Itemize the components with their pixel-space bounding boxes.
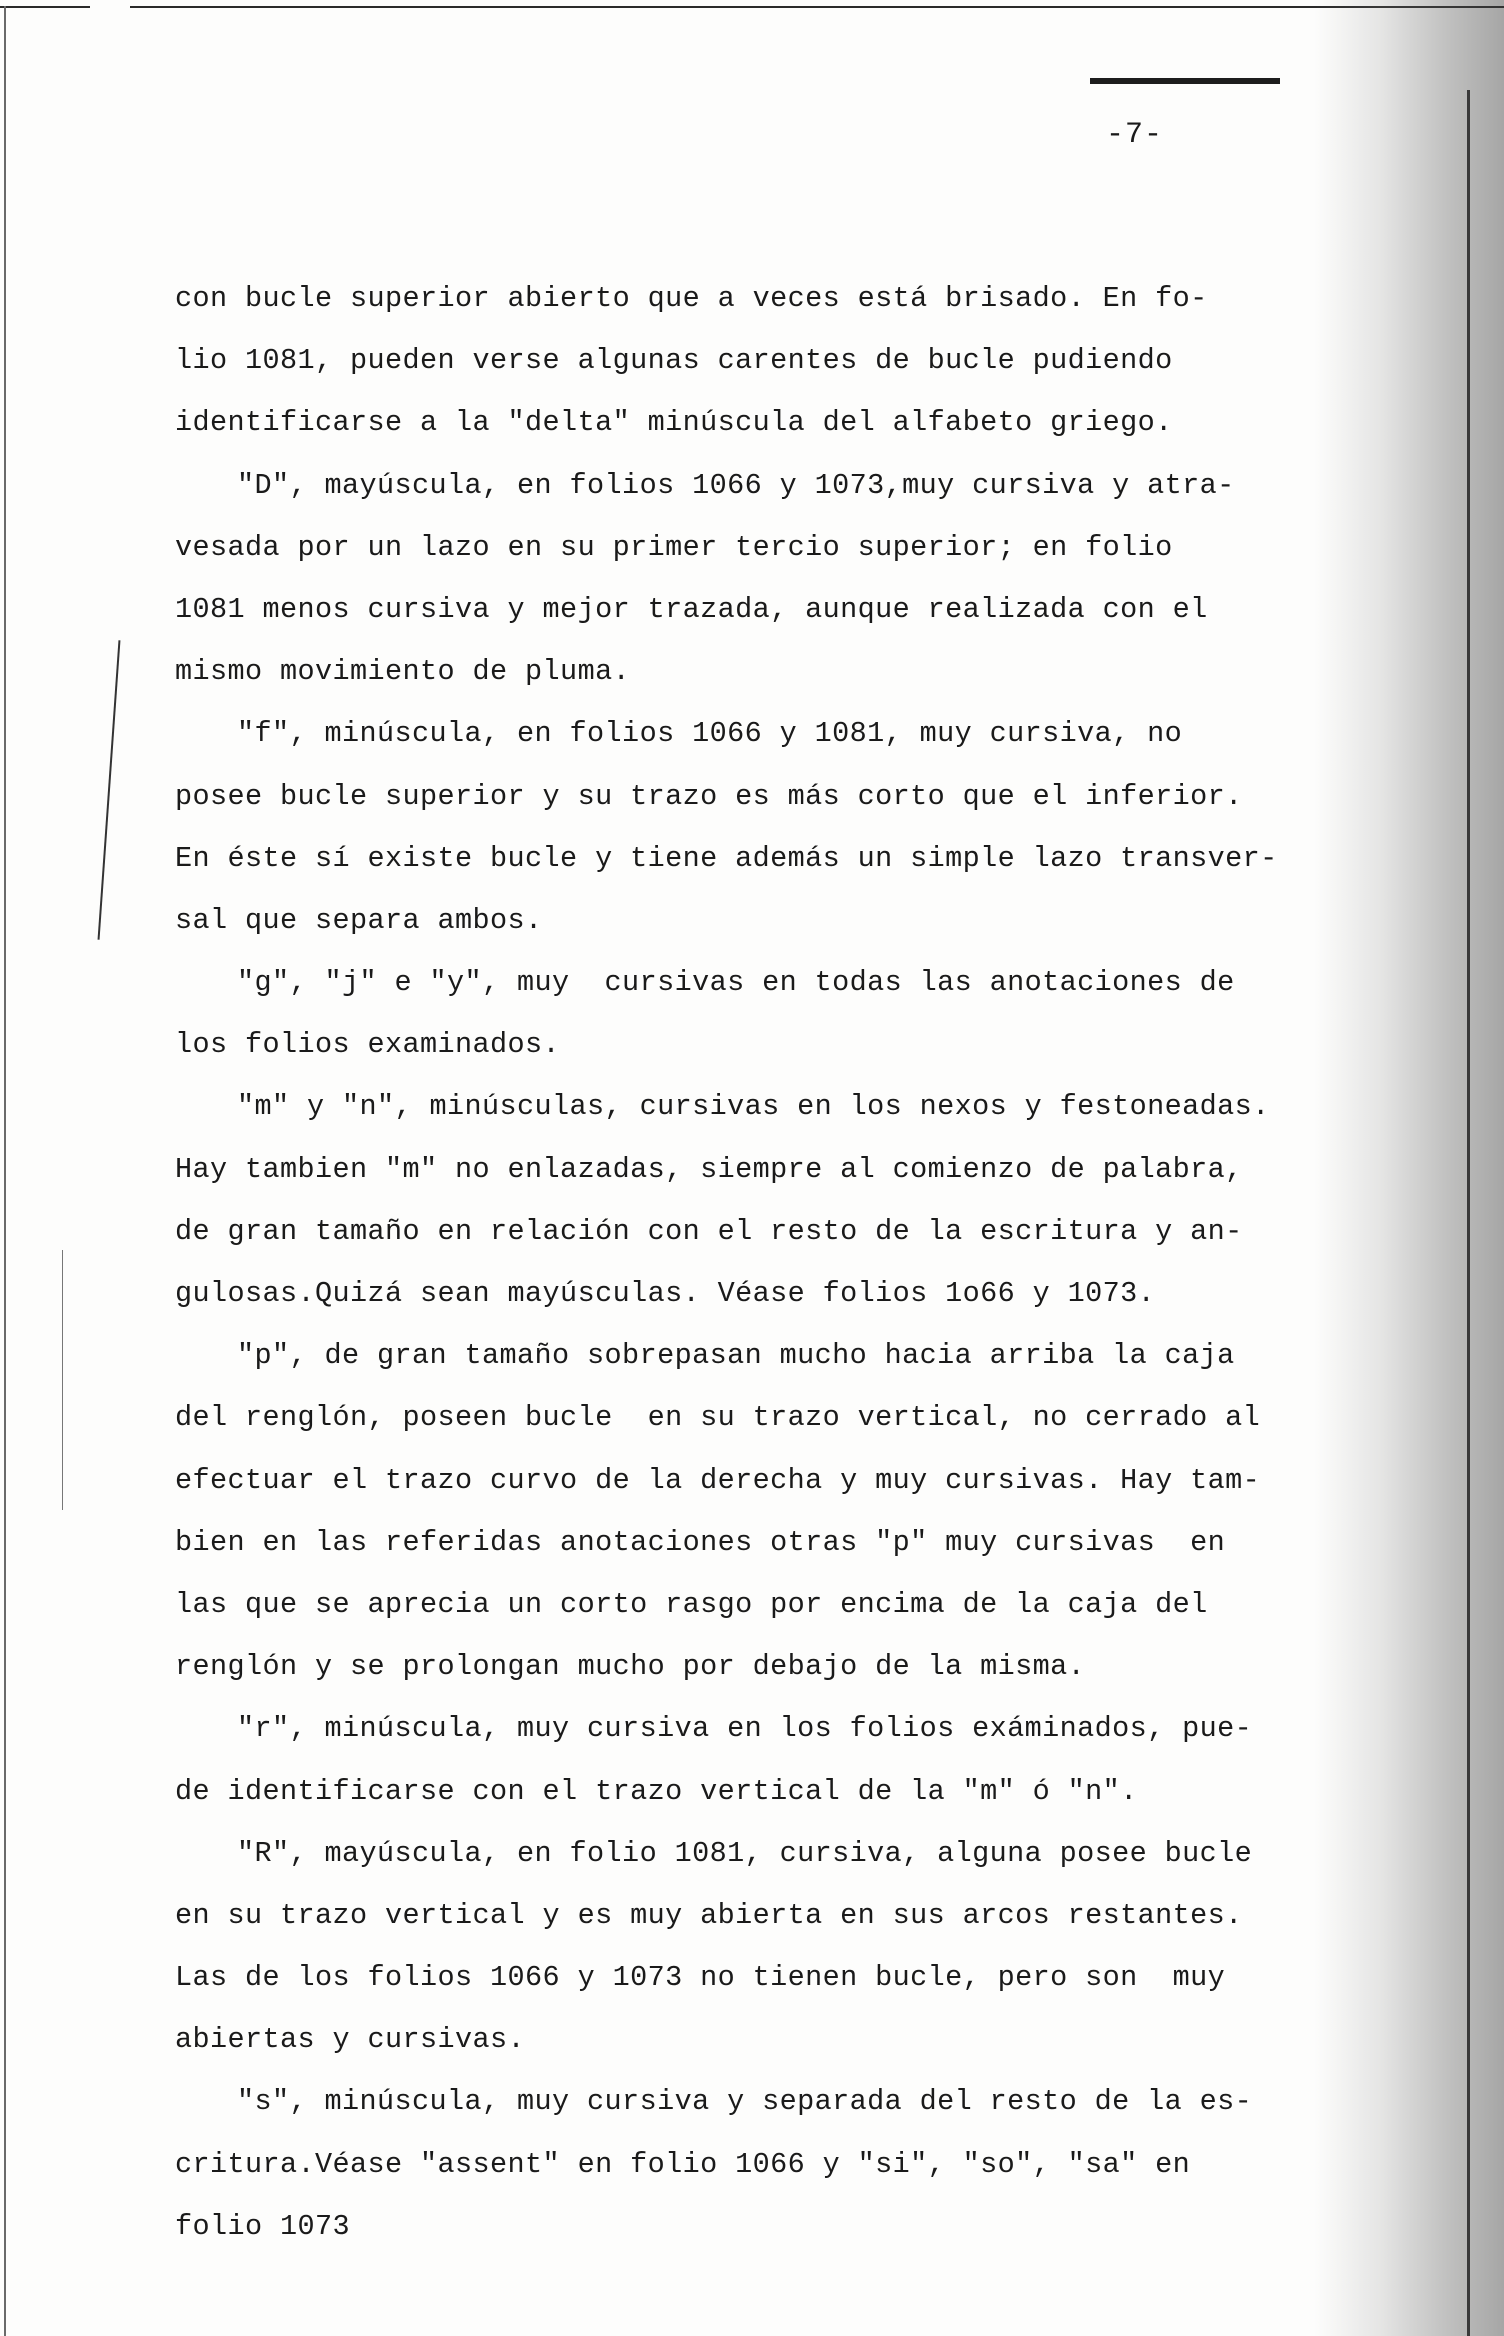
text-line: de gran tamaño en relación con el resto de la escritura y an- [175,1214,1243,1248]
text-line: posee bucle superior y su trazo es más corto que el inferior. [175,779,1243,813]
text-line: bien en las referidas anotaciones otras "p" muy cursivas en [175,1525,1226,1559]
text-line: "r", minúscula, muy cursiva en los folios exáminados, pue- [237,1712,1253,1746]
text-line: En éste sí existe bucle y tiene además un simple lazo transver- [175,841,1278,875]
scan-frame-right [1467,90,1470,2336]
text-line: "p", de gran tamaño sobrepasan mucho hacia arriba la caja [237,1339,1235,1373]
text-line: "D", mayúscula, en folios 1066 y 1073,muy cursiva y atra- [237,468,1235,502]
text-line: "g", "j" e "y", muy cursivas en todas las anotaciones de [237,966,1235,1000]
page-header-rule [1090,78,1280,84]
text-line: sal que separa ambos. [175,903,543,937]
text-line: vesada por un lazo en su primer tercio superior; en folio [175,530,1173,564]
margin-pencil-mark [62,1250,63,1510]
text-line: abiertas y cursivas. [175,2023,526,2057]
text-line: identificarse a la "delta" minúscula del alfabeto griego. [175,406,1173,440]
page-number: -7- [1106,118,1164,152]
margin-pencil-mark [98,640,121,939]
body-text [175,268,1385,2258]
text-line: gulosas.Quizá sean mayúsculas. Véase folios 1o66 y 1073. [175,1277,1156,1310]
text-line: 1081 menos cursiva y mejor trazada, aunque realizada con el [175,592,1208,626]
text-line: "m" y "n", minúsculas, cursivas en los nexos y festoneadas. [237,1090,1270,1124]
text-line: en su trazo vertical y es muy abierta en sus arcos restantes. [175,1898,1243,1932]
text-line: mismo movimiento de pluma. [175,655,631,689]
text-line: lio 1081, pueden verse algunas carentes de bucle pudiendo [175,344,1173,378]
text-line: renglón y se prolongan mucho por debajo de la misma. [175,1650,1086,1684]
text-line: de identificarse con el trazo vertical de la "m" ó "n". [175,1774,1138,1808]
text-line: "s", minúscula, muy cursiva y separada del resto de la es- [237,2085,1253,2119]
scan-frame-top [0,6,1504,8]
text-line: critura.Véase "assent" en folio 1066 y "si", "so", "sa" en [175,2147,1191,2181]
text-line: "f", minúscula, en folios 1066 y 1081, muy cursiva, no [237,717,1183,751]
text-line: los folios examinados. [175,1028,561,1062]
text-line: las que se aprecia un corto rasgo por encima de la caja del [175,1587,1208,1621]
text-line: Las de los folios 1066 y 1073 no tienen bucle, pero son muy [175,1961,1226,1995]
text-line: del renglón, poseen bucle en su trazo vertical, no cerrado al [175,1401,1261,1435]
scan-frame-left [4,6,6,2336]
text-line: Hay tambien "m" no enlazadas, siempre al comienzo de palabra, [175,1152,1243,1186]
text-line: efectuar el trazo curvo de la derecha y muy cursivas. Hay tam- [175,1463,1261,1497]
text-line: con bucle superior abierto que a veces está brisado. En fo- [175,282,1208,315]
text-line: folio 1073 [175,2209,351,2243]
text-line: "R", mayúscula, en folio 1081, cursiva, alguna posee bucle [237,1836,1253,1870]
